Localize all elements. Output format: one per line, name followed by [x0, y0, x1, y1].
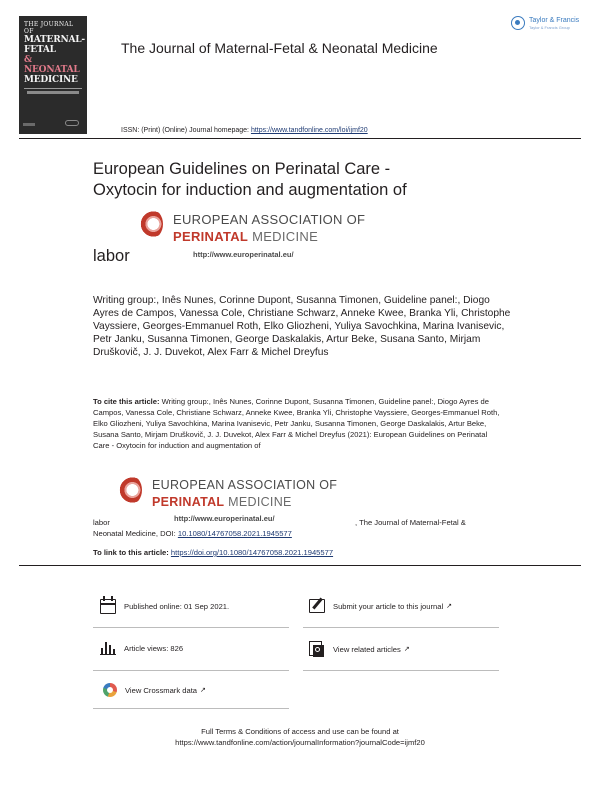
citation-divider — [19, 565, 581, 566]
citation-tail-word: labor — [93, 518, 110, 527]
action-divider — [303, 627, 499, 628]
action-divider — [93, 708, 289, 709]
action-divider — [93, 627, 289, 628]
crossmark-icon — [103, 683, 117, 697]
article-doi-url[interactable]: https://doi.org/10.1080/14767058.2021.1945577 — [170, 548, 334, 557]
citation-doi-line: Neonatal Medicine, DOI: 10.1080/14767058.2021.1945577 — [93, 529, 292, 538]
eapm-logo-citation: EUROPEAN ASSOCIATION OF PERINATAL MEDICINE http://www.europerinatal.eu/ — [114, 473, 350, 528]
header-divider — [19, 138, 581, 139]
article-title-last-word: labor — [93, 247, 130, 265]
publisher-name: Taylor & Francis — [529, 16, 580, 24]
eapm-logo-icon — [118, 475, 142, 505]
action-divider — [93, 670, 289, 671]
published-date: Published online: 01 Sep 2021. — [100, 599, 229, 614]
citation-tail-journal: , The Journal of Maternal-Fetal & — [355, 518, 466, 527]
publisher-group: Taylor & Francis Group — [529, 24, 570, 30]
cover-subtitle-bar — [27, 91, 79, 94]
crossmark-link[interactable]: View Crossmark data ↗ — [103, 683, 206, 697]
related-articles-icon — [309, 641, 325, 657]
citation-label: To cite this article: — [93, 397, 160, 406]
cover-publisher-mark — [23, 123, 35, 126]
bar-chart-icon — [100, 641, 116, 655]
edit-icon — [309, 599, 325, 613]
journal-homepage-link[interactable]: https://www.tandfonline.com/loi/ijmf20 — [250, 127, 368, 134]
eapm-logo-title: EUROPEAN ASSOCIATION OF PERINATAL MEDICINE http://www.europerinatal.eu/ — [135, 205, 372, 265]
eapm-logo-icon — [139, 209, 163, 239]
issn-text: ISSN: (Print) (Online) Journal homepage: — [121, 127, 251, 134]
author-list: Writing group:, Inês Nunes, Corinne Dupont, Susanna Timonen, Guideline panel:, Diogo Ayres de Campos, Vanessa Cole, Christiane Schwarz, Anneke Kwee, Branka Yli, Christophe Vayssiere, Georges-Emmanuel Roth, Elko Gliozheni, Yuliya Savochkina, Marina Ivanisevic, Petr Janku, Susanna Timonen, George Daskalakis, Artur Beke, Susana Santo, Mirjam Druškovič, J. J. Duvekot, Alex Farr & Michel Dreyfus — [93, 295, 511, 359]
doi-link[interactable]: 10.1080/14767058.2021.1945577 — [177, 529, 292, 538]
external-link-icon: ↗ — [446, 603, 453, 610]
issn-line — [121, 127, 368, 134]
journal-title: The Journal of Maternal-Fetal & Neonatal Medicine — [121, 40, 438, 56]
calendar-icon — [100, 599, 116, 614]
citation-body: Writing group:, Inês Nunes, Corinne Dupont, Susanna Timonen, Guideline panel:, Diogo Ayres de Campos, Vanessa Cole, Christiane Schwarz, Anneke Kwee, Branka Yli, Christophe Vayssiere, Georges-Emmanuel Roth, Elko Gliozheni, Yuliya Savochkina, Marina Ivanisevic, Petr Janku, Susanna Timonen, George Daskalakis, Artur Beke, Susana Santo, Mirjam Druškovič, J. J. Duvekot, Alex Farr & Michel Dreyfus (2021): European Guidelines on Perinatal Care - Oxytocin for induction and augmentation of — [93, 397, 500, 450]
publisher-logo-icon — [511, 16, 525, 30]
article-link-line — [93, 548, 333, 557]
related-articles-link[interactable]: View related articles ↗ — [309, 641, 410, 657]
cover-title: THE JOURNAL OF MATERNAL-FETAL & NEONATAL MEDICINE — [24, 21, 85, 85]
external-link-icon: ↗ — [200, 687, 206, 694]
article-link-label: To link to this article: — [93, 548, 171, 557]
submit-article-link[interactable]: Submit your article to this journal ↗ — [309, 599, 452, 613]
article-views: Article views: 826 — [100, 641, 183, 655]
cover-rule — [24, 88, 82, 89]
citation-block — [93, 396, 503, 451]
cover-logo-icon — [65, 120, 79, 126]
article-title: European Guidelines on Perinatal Care - Oxytocin for induction and augmentation of — [93, 160, 407, 199]
footer-terms-url[interactable]: https://www.tandfonline.com/action/journalInformation?journalCode=ijmf20 — [175, 738, 425, 747]
footer-terms-text: Full Terms & Conditions of access and use can be found at — [201, 727, 399, 736]
publisher-logo — [511, 16, 579, 30]
action-divider — [303, 670, 499, 671]
external-link-icon: ↗ — [403, 646, 410, 653]
journal-cover-image — [19, 16, 87, 134]
